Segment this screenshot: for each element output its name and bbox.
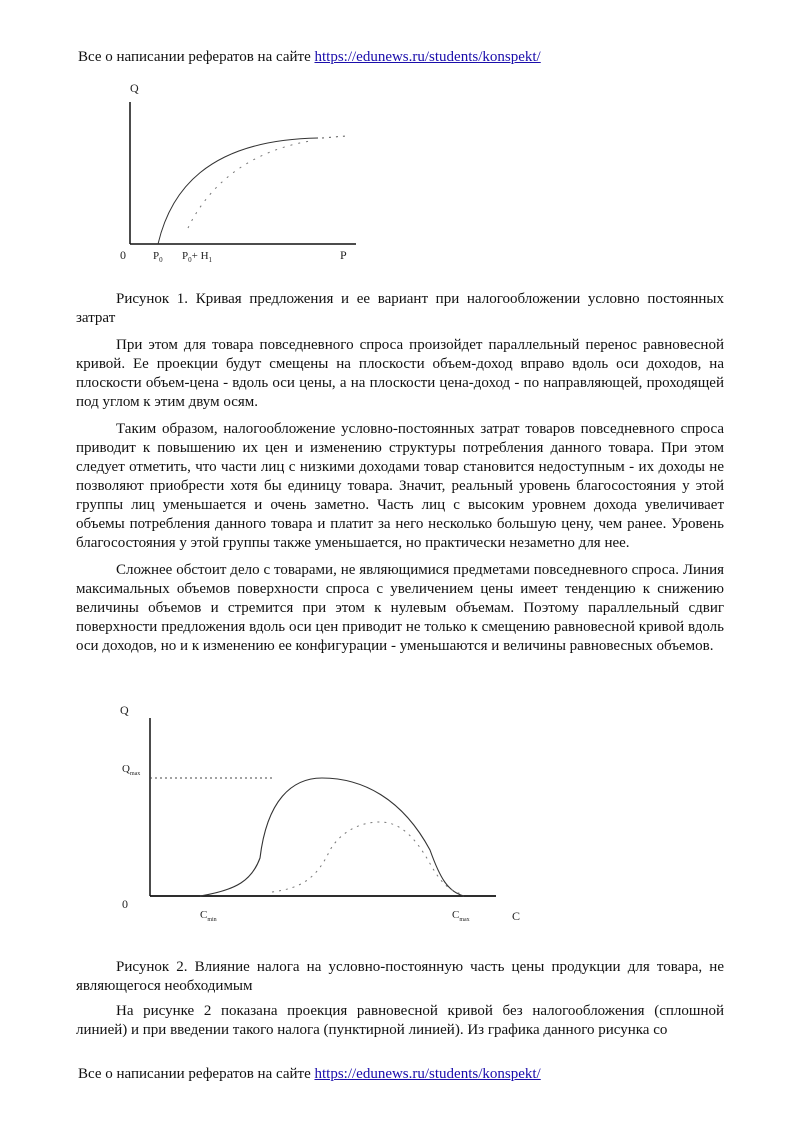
body-text-continued (76, 1002, 724, 1048)
figure-2-cmin-label: $C_{min}$ (200, 909, 217, 923)
page-footer (78, 1065, 541, 1083)
figure-1-supply-curve (158, 138, 318, 244)
figure-1-caption: Рисунок 1. Кривая предложения и ее вариант при налогообложении условно постоянных затрат (76, 291, 724, 326)
figure-2-y-label: Q (120, 703, 129, 717)
figure-2-curve-no-tax (200, 778, 464, 896)
header-text: Все о написании рефератов на сайте (78, 49, 311, 65)
figure-1-taxed-curve (188, 141, 310, 228)
figure-1-tick-p0: $P_0$ (153, 250, 163, 264)
figure-1 (110, 78, 370, 268)
figure-2-qmax-label: $Q_{max}$ (122, 763, 141, 777)
figure-1-supply-curve-extension (322, 136, 346, 138)
figure-2-cmax-label: $C_{max}$ (452, 909, 470, 923)
paragraph: На рисунке 2 показана проекция равновесной кривой без налогообложения (сплошной линией) и при введении такого налога (пунктирной линией). Из графика данного рисунка со (76, 1003, 724, 1038)
figure-2-x-label: C (512, 909, 521, 923)
header-link[interactable]: https://edunews.ru/students/konspekt/ (314, 49, 541, 65)
figure-1-y-label: Q (130, 81, 139, 95)
figure-1-tick-p0-h1: $P_0+ H_1$ (182, 250, 213, 264)
footer-link[interactable]: https://edunews.ru/students/konspekt/ (314, 1066, 541, 1082)
paragraph: При этом для товара повседневного спроса произойдет параллельный перенос равновесной кривой. Ее проекции будут смещены на плоскости объем-доход вправо вдоль оси доходов, на плоскости объем-цена - вдоль оси цены, а на плоскости цена-доход - по направляющей, проходящей под углом к этим двум осям. (76, 337, 724, 410)
figure-2-origin: 0 (122, 897, 128, 911)
figure-1-x-label: P (340, 248, 347, 262)
paragraph: Таким образом, налогообложение условно-постоянных затрат товаров повседневного спроса приводит к повышению их цен и изменению структуры потребления данного товара. При этом следует отметить, что части лиц с низкими доходами товар становится недоступным - их доходы не позволяют приобрести хотя бы единицу товара. Значит, реальный уровень благосостояния у этой группы лиц уменьшается и очень заметно. Часть лиц с высоким уровнем дохода увеличивает объемы потребления данного товара и платит за него несколько большую цену, чем ранее. Уровень благосостояния у этой группы также уменьшается, но практически незаметно для нее. (76, 421, 724, 551)
footer-text: Все о написании рефератов на сайте (78, 1066, 311, 1082)
figure-2-caption: Рисунок 2. Влияние налога на условно-постоянную часть цены продукции для товара, не являющегося необходимым (76, 959, 724, 994)
paragraph: Сложнее обстоит дело с товарами, не являющимися предметами повседневного спроса. Линия максимальных объемов поверхности спроса с увеличением цены имеет тенденцию к снижению величины объемов и стремится при этом к нулевым объемам. Поэтому параллельный сдвиг поверхности предложения вдоль оси цен приводит не только к смещению равновесной кривой вдоль оси доходов, но и к изменению ее конфигурации - уменьшаются и величины равновесных объемов. (76, 562, 724, 654)
figure-2 (112, 700, 532, 930)
page-header (78, 48, 541, 66)
figure-1-origin: 0 (120, 248, 126, 262)
body-text (76, 336, 724, 664)
